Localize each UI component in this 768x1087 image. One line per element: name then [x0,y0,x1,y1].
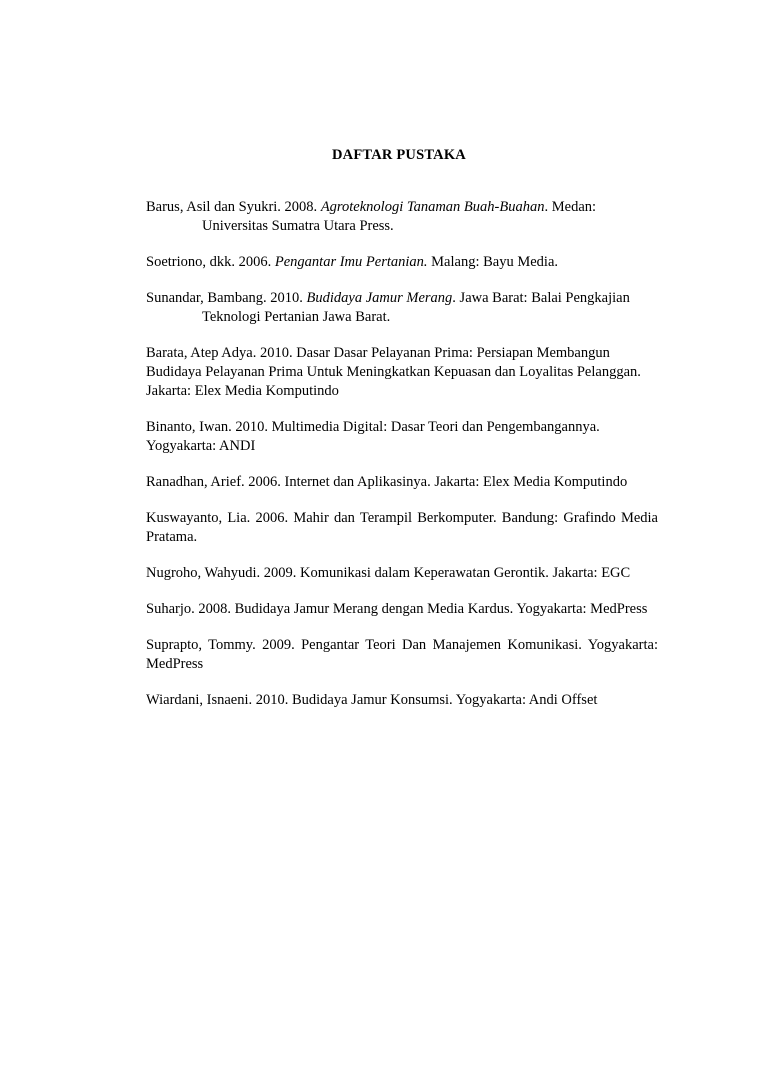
reference-text: Sunandar, Bambang. 2010. [146,290,307,306]
reference-book-title: Pengantar Imu Pertanian. [274,254,428,270]
reference-book-title: Budidaya Jamur Merang [306,290,453,306]
reference-entry-barata: Barata, Atep Adya. 2010. Dasar Dasar Pelayanan Prima: Persiapan Membangun Budidaya Pelayanan Prima Untuk Meningkatkan Kepuasan dan Loyalitas Pelanggan. Jakarta: Elex Media Komputindo [146,345,641,399]
reference-entry-binanto: Binanto, Iwan. 2010. Multimedia Digital: Dasar Teori dan Pengembangannya. Yogyakarta: ANDI [146,419,600,454]
reference-text: Malang: Bayu Media. [427,254,559,270]
reference-entry-kuswayanto: Kuswayanto, Lia. 2006. Mahir dan Terampil Berkomputer. Bandung: Grafindo Media Pratama. [146,510,658,545]
reference-list [146,198,658,727]
reference-entry-wiardani: Wiardani, Isnaeni. 2010. Budidaya Jamur Konsumsi. Yogyakarta: Andi Offset [146,692,598,708]
reference-book-title: Agroteknologi Tanaman Buah-Buahan [320,199,545,215]
reference-text: . Jawa Barat: Balai Pengkajian Teknologi Pertanian Jawa Barat. [202,290,630,325]
reference-entry-sunandar [146,289,658,327]
reference-entry-suprapto: Suprapto, Tommy. 2009. Pengantar Teori Dan Manajemen Komunikasi. Yogyakarta: MedPress [146,637,658,672]
reference-entry-barus [146,198,658,236]
reference-entry-suharjo: Suharjo. 2008. Budidaya Jamur Merang dengan Media Kardus. Yogyakarta: MedPress [146,601,648,617]
reference-text: Soetriono, dkk. 2006. [146,254,275,270]
reference-text: Barus, Asil dan Syukri. 2008. [146,199,321,215]
page-title: DAFTAR PUSTAKA [332,147,466,163]
reference-entry-soetriono [146,253,658,272]
reference-entry-nugroho: Nugroho, Wahyudi. 2009. Komunikasi dalam Keperawatan Gerontik. Jakarta: EGC [146,565,631,581]
reference-entry-ranadhan: Ranadhan, Arief. 2006. Internet dan Aplikasinya. Jakarta: Elex Media Komputindo [146,474,628,490]
reference-text: . Medan: Universitas Sumatra Utara Press. [202,199,597,234]
